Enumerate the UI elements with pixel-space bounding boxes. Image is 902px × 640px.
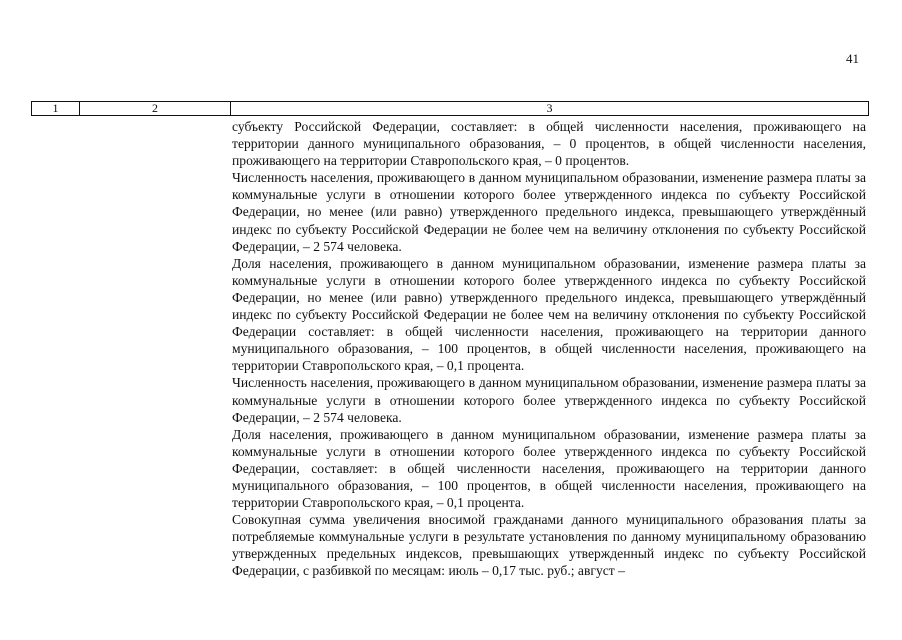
paragraph: Доля населения, проживающего в данном муниципальном образовании, изменение размера платы за коммунальные услуги в отношении которого более утвержденного индекса по субъекту Российской Федерации, составляет: в общей численности населения, проживающего на территории данного муниципального образования, – 100 процентов, в общей численности населения, проживающего на территории Ставропольского края, – 0,1 процента.	[232, 426, 866, 511]
column-header-1: 1	[52, 101, 59, 115]
paragraph: Совокупная сумма увеличения вносимой гражданами данного муниципального образования платы за потребляемые коммунальные услуги в результате установления по данному муниципальному образованию утвержденных предельных индексов, превышающих утвержденный индекс по субъекту Российской Федерации, с разбивкой по месяцам: июль – 0,17 тыс. руб.; август –	[232, 512, 866, 579]
table-header-row	[31, 101, 869, 116]
column-header-3: 3	[230, 102, 868, 115]
paragraph: Численность населения, проживающего в данном муниципальном образовании, изменение размера платы за коммунальные услуги в отношении которого более утвержденного индекса по субъекту Российской Федерации, но менее (или равно) утвержденного предельного индекса, превышающего утверждённый индекс по субъекту Российской Федерации не более чем на величину отклонения по субъекту Российской Федерации, – 2 574 человека.	[232, 170, 866, 254]
table-cell-content	[232, 118, 866, 580]
page-number: 41	[846, 51, 859, 66]
paragraph: Численность населения, проживающего в данном муниципальном образовании, изменение размера платы за коммунальные услуги в отношении которого более утвержденного индекса по субъекту Российской Федерации, – 2 574 человека.	[232, 375, 866, 425]
paragraph: Доля населения, проживающего в данном муниципальном образовании, изменение размера платы за коммунальные услуги в отношении которого более утвержденного индекса по субъекту Российской Федерации, но менее (или равно) утвержденного предельного индекса, превышающего утверждённый индекс по субъекту Российской Федерации не более чем на величину отклонения по субъекту Российской Федерации составляет: в общей численности населения, проживающего на территории данного муниципального образования, – 100 процентов, в общей численности населения, проживающего на территории Ставропольского края, – 0,1 процента.	[232, 255, 866, 374]
paragraph: субъекту Российской Федерации, составляет: в общей численности населения, проживающего на территории данного муниципального образования, – 0 процентов, в общей численности населения, проживающего на территории Ставропольского края, – 0 процентов.	[232, 119, 866, 169]
column-header-2: 2	[79, 102, 230, 115]
